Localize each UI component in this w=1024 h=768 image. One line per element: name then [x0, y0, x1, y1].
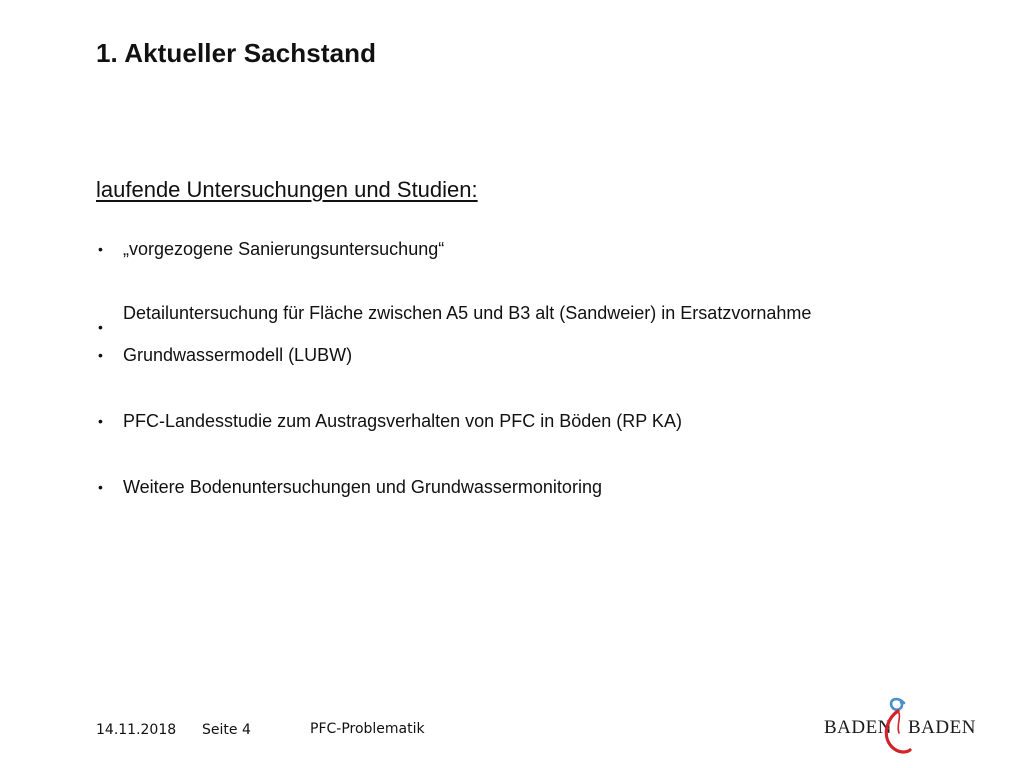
bullet-item	[96, 344, 856, 366]
bullet-icon: •	[98, 241, 103, 257]
bullet-text: Grundwassermodell (LUBW)	[123, 345, 353, 365]
bullet-icon: •	[98, 413, 103, 429]
bullet-item	[96, 410, 856, 432]
bullet-text: PFC-Landesstudie zum Austragsverhalten von PFC in Böden (RP KA)	[123, 411, 682, 431]
bullet-text: Detailuntersuchung für Fläche zwischen A5 und B3 alt (Sandweier) in Ersatzvornahme	[123, 303, 812, 323]
bullet-list	[96, 238, 856, 514]
bullet-item	[96, 238, 856, 260]
bullet-item	[96, 288, 856, 338]
logo-word-left: BADEN	[824, 717, 892, 738]
bullet-text: Weitere Bodenuntersuchungen und Grundwassermonitoring	[123, 477, 602, 497]
bullet-icon: •	[98, 319, 103, 335]
baden-baden-logo	[820, 693, 976, 761]
footer-page-number: Seite 4	[202, 722, 251, 738]
bullet-icon: •	[98, 479, 103, 495]
logo-blue-swirl	[891, 699, 904, 710]
bullet-icon: •	[98, 347, 103, 363]
bullet-item	[96, 476, 856, 498]
logo-word-right: BADEN	[908, 717, 976, 738]
section-heading: laufende Untersuchungen und Studien:	[96, 177, 478, 202]
slide-title: 1. Aktueller Sachstand	[96, 38, 377, 68]
bullet-text: „vorgezogene Sanierungsuntersuchung“	[123, 239, 445, 259]
footer-date: 14.11.2018	[96, 722, 177, 738]
footer-topic: PFC-Problematik	[310, 721, 425, 737]
logo-red-tail	[898, 711, 899, 733]
